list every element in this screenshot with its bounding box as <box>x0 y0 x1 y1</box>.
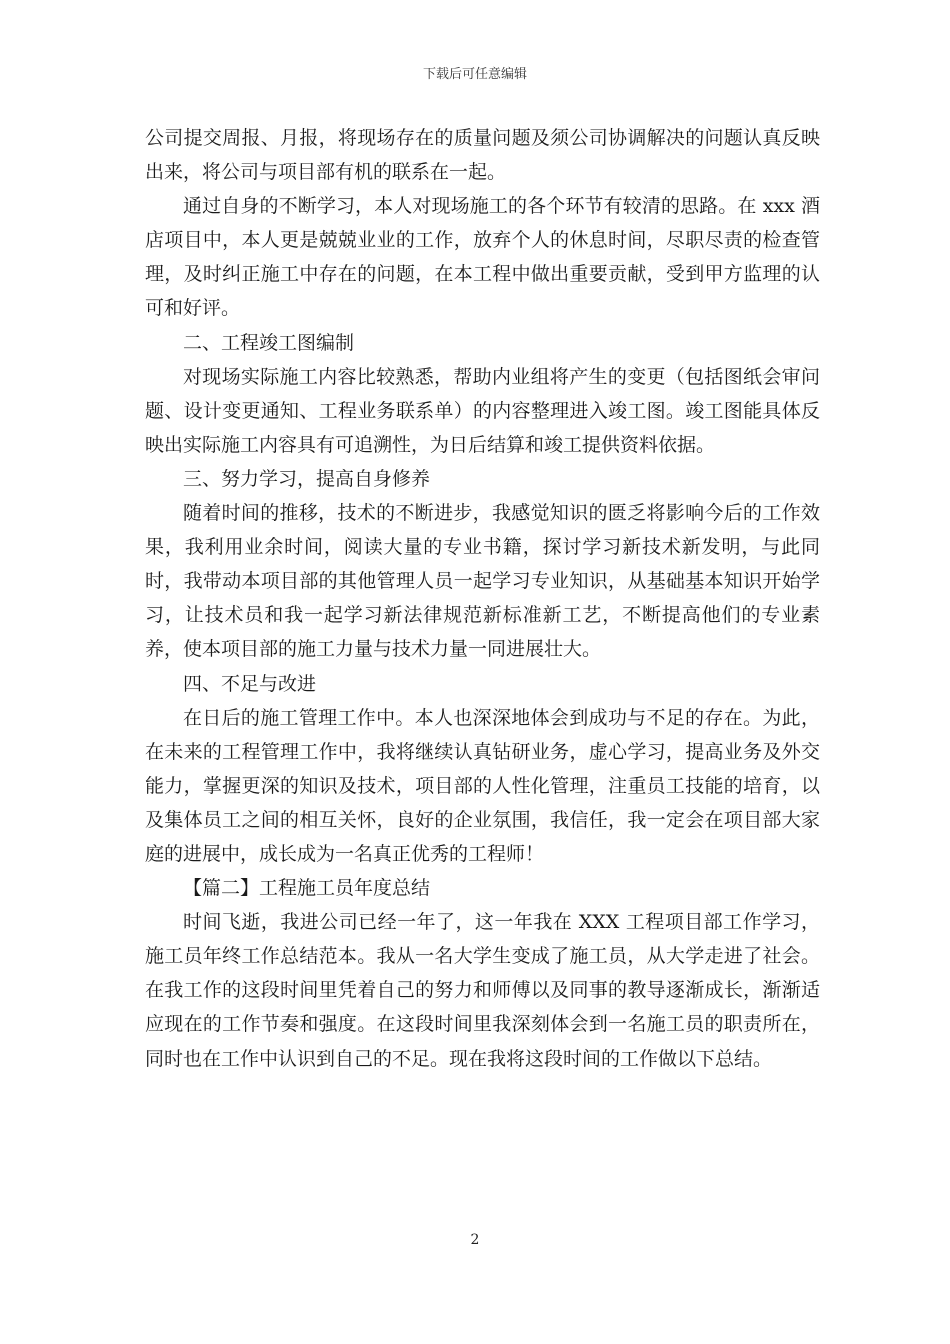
article-heading-part-2: 【篇二】工程施工员年度总结 <box>183 877 431 900</box>
paragraph-learning: 随着时间的推移，技术的不断进步，我感觉知识的匮乏将影响今后的工作效果，我利用业余时间，阅读大量的专业书籍，探讨学习新技术新发明，与此同时，我带动本项目部的其他管理人员一起学习专业知识，从基础基本知识开始学习，让技术员和我一起学习新法律规范新标准新工艺，不断提高他们的专业素养，使本项目部的施工力量与技术力量一同进展壮大。 <box>145 502 820 661</box>
paragraph-self-study: 通过自身的不断学习，本人对现场施工的各个环节有较清的思路。在 xxx 酒店项目中，本人更是兢兢业业的工作，放弃个人的休息时间，尽职尽责的检查管理，及时纠正施工中存在的问题，在本工程中做出重要贡献，受到甲方监理的认可和好评。 <box>145 195 820 320</box>
paragraph-as-built-drawings: 对现场实际施工内容比较熟悉，帮助内业组将产生的变更（包括图纸会审问题、设计变更通知、工程业务联系单）的内容整理进入竣工图。竣工图能具体反映出实际施工内容具有可追溯性，为日后结算和竣工提供资料依据。 <box>145 365 820 456</box>
page-header: 下载后可任意编辑 <box>422 67 527 82</box>
paragraph-continuation: 公司提交周报、月报，将现场存在的质量问题及须公司协调解决的问题认真反映出来，将公司与项目部有机的联系在一起。 <box>145 127 820 184</box>
section-heading-4: 四、不足与改进 <box>183 672 317 695</box>
page-number: 2 <box>470 1232 480 1248</box>
paragraph-annual-summary: 时间飞逝，我进公司已经一年了，这一年我在 XXX 工程项目部工作学习，施工员年终工作总结范本。我从一名大学生变成了施工员，从大学走进了社会。在我工作的这段时间里凭着自己的努力和师傅以及同事的教导逐渐成长，渐渐适应现在的工作节奏和强度。在这段时间里我深刻体会到一名施工员的职责所在，同时也在工作中认识到自己的不足。现在我将这段时间的工作做以下总结。 <box>145 911 820 1070</box>
section-heading-2: 二、工程竣工图编制 <box>183 331 355 354</box>
section-heading-3: 三、努力学习，提高自身修养 <box>183 467 431 490</box>
paragraph-improvement: 在日后的施工管理工作中。本人也深深地体会到成功与不足的存在。为此，在未来的工程管理工作中，我将继续认真钻研业务，虚心学习，提高业务及外交能力，掌握更深的知识及技术，项目部的人性化管理，注重员工技能的培育，以及集体员工之间的相互关怀，良好的企业氛围，我信任，我一定会在项目部大家庭的进展中，成长成为一名真正优秀的工程师！ <box>145 706 820 865</box>
document-body <box>145 121 820 1076</box>
